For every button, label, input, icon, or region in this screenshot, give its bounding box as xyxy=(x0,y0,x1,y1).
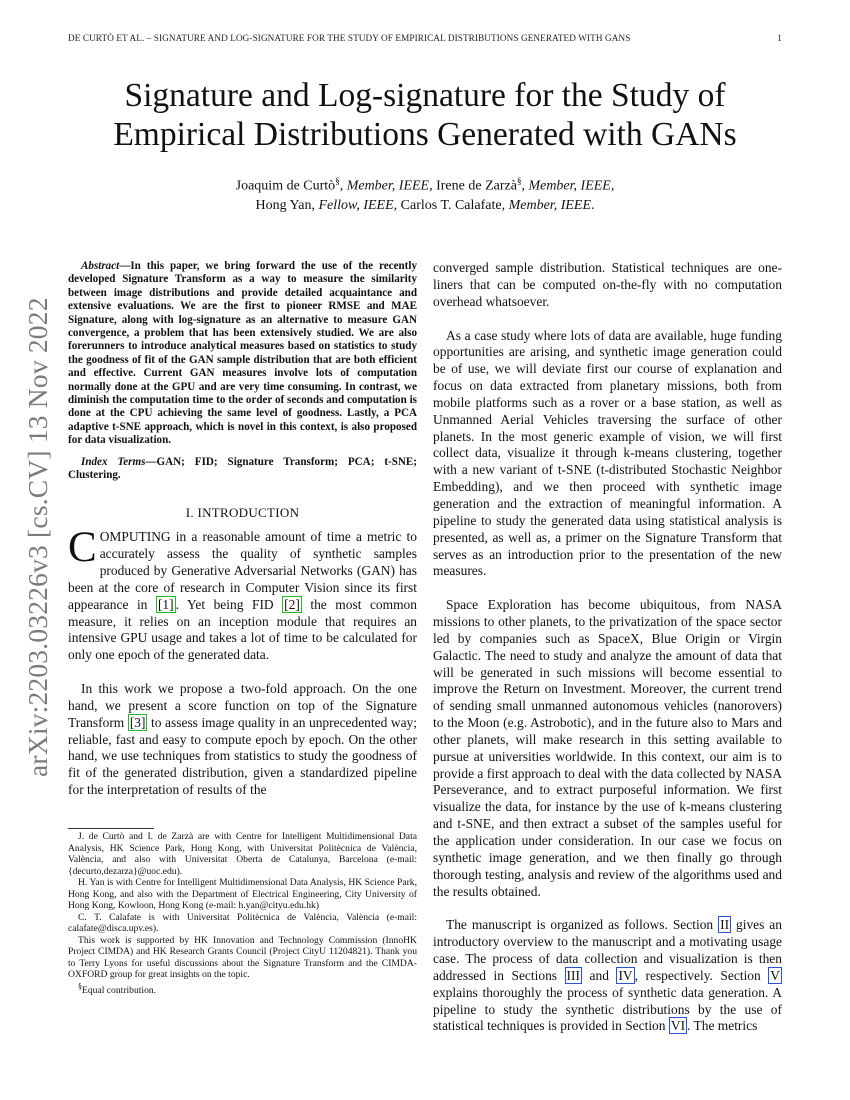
right-p3-text-b: gives an introductory overview to the manuscript and a motivating usage case. The process of data collection and visualization is then addressed in Sections xyxy=(433,917,782,983)
section-link-vi[interactable]: VI xyxy=(670,1018,686,1034)
intro-p1-text-b: . Yet being FID xyxy=(175,596,283,612)
author-list: Joaquim de Curtò§, Member, IEEE, Irene de Zarzà§, Member, IEEE, Hong Yan, Fellow, IEEE, Carlos T. Calafate, Member, IEEE. xyxy=(235,176,615,213)
right-paragraph-3 xyxy=(433,917,782,1035)
abstract xyxy=(68,260,417,448)
running-title: DE CURTÒ ET AL. – SIGNATURE AND LOG-SIGNATURE FOR THE STUDY OF EMPIRICAL DISTRIBUTIONS GENERATED WITH GANS xyxy=(68,33,631,43)
index-terms-dash: — xyxy=(145,455,157,468)
footnote-5 xyxy=(68,981,417,997)
citation-link-2[interactable]: [2] xyxy=(284,596,300,612)
author-1-role: Member, IEEE, xyxy=(346,178,433,194)
footnote-3: C. T. Calafate is with Universitat Politècnica de València, València (e-mail: calafate@disca.upv.es). xyxy=(68,911,417,934)
right-p3-text-e: explains thoroughly the process of synthetic data generation. A pipeline to study the synthetic distributions by the use of statistical techniques is provided in Section xyxy=(433,984,782,1034)
intro-p2-text-b: to assess image quality in an unprecedented way; reliable, fast and easy to compute epoch by epoch. On the other hand, we use techniques from statistics to study the goodness of fit of the generated distribution, given a standardized pipeline for the interpretation of results of the xyxy=(68,714,417,798)
abstract-label: Abstract xyxy=(81,260,120,272)
right-paragraph-0: converged sample distribution. Statistical techniques are one-liners that can be computed on-the-fly with no computation overhead whatsoever. xyxy=(433,260,782,309)
footnote-1: J. de Curtò and I. de Zarzà are with Centre for Intelligent Multidimensional Data Analysis, HK Science Park, Hong Kong, with Universitat Politècnica de València, València, and also with Universitat Oberta de Catalunya, Barcelona (e-mail: {decurto,dezarza}@uoc.edu). xyxy=(68,831,417,877)
section-link-v[interactable]: V xyxy=(770,967,780,983)
right-paragraph-1: As a case study where lots of data are available, huge funding opportunities are arising, and synthetic image generation could be of use, we will deviate first our course of explanation and focus on data extracted from planetary missions, both from mobile platforms such as a rover or a base station, as well as Unmanned Aerial Vehicles traversing the surface of other planets. In the most generic example of vision, we will first collect data, visualize it through k-means clustering, together with a new variant of t-SNE (t-distributed Stochastic Neighbor Embedding), and we then proceed with synthetic image generation and the extraction of meaningful information. A pipeline to study the generated data using statistical analysis is presented, as well as, a primer on the Signature Transform that serves as an introduction prior to the presentation of the new measures. xyxy=(433,327,782,579)
index-terms-text: GAN; FID; Signature Transform; PCA; t-SNE; Clustering. xyxy=(68,455,417,482)
citation-link-1[interactable]: [1] xyxy=(157,596,174,612)
right-p3-text-a: The manuscript is organized as follows. Section xyxy=(446,917,719,933)
author-2-role: Member, IEEE, xyxy=(528,178,615,194)
index-terms xyxy=(68,456,417,483)
title-line-1: Signature and Log-signature for the Study of xyxy=(124,77,726,114)
right-column xyxy=(433,260,782,1035)
author-4-role: Member, IEEE xyxy=(508,197,592,213)
right-paragraph-2: Space Exploration has become ubiquitous, from NASA missions to other planets, to the privatization of the space sector led by companies such as SpaceX, Blue Origin or Virgin Galactic. The need to study and analyze the amount of data that will be generated in such missions will become essential to improve the Return on Investment. Moreover, the current trend of sending small unmanned autonomous vehicles (nanorovers) to the Moon (e.g. Astrobotic), and in the future also to Mars and other planets, will make research in this setting available to pursue at universities worldwide. In this context, our aim is to provide a first approach to deal with the data collected by NASA Perseverance, and to extract purposeful information. We first visualize the data, for instance by the use of k-means clustering and t-SNE, and then extract a subset of the samples useful for the application under consideration. In our case we focus on synthetic image generation, and we then finally go through thorough testing, analysis and review of the algorithms used and the results obtained. xyxy=(433,597,782,899)
section-numeral: I. xyxy=(185,504,198,520)
drop-cap: C xyxy=(68,524,97,572)
intro-paragraph-2 xyxy=(68,681,417,799)
footnote-rule xyxy=(68,828,154,829)
index-terms-label: Index Terms xyxy=(81,455,146,468)
footnote-5-mark: § xyxy=(78,981,82,991)
left-column xyxy=(68,260,417,799)
author-3: Hong Yan, xyxy=(255,197,315,213)
section-link-ii[interactable]: II xyxy=(720,917,730,933)
footnote-2: H. Yan is with Centre for Intelligent Multidimensional Data Analysis, HK Science Park, Hong Kong, and also with the Department of Electrical Engineering, City University of Hong Kong, Kowloon, Hong Kong (e-mail: h.yan@cityu.edu.hk) xyxy=(68,877,417,911)
author-2: Irene de Zarzà xyxy=(436,178,517,194)
author-2-mark: § xyxy=(516,176,522,186)
section-name-rest: NTRODUCTION xyxy=(202,504,300,520)
author-1-mark: § xyxy=(335,176,340,186)
paper-title xyxy=(68,76,782,154)
section-heading-introduction xyxy=(68,505,417,522)
intro-p2-text-a: In this work we propose a two-fold approach. On the one hand, we present a score function on top of the Signature Transform xyxy=(68,681,417,730)
author-list-end: . xyxy=(591,197,595,213)
arxiv-stamp xyxy=(22,287,62,777)
intro-paragraph-1 xyxy=(68,524,417,664)
running-head xyxy=(68,33,782,43)
citation-link-3[interactable]: [3] xyxy=(129,714,146,730)
section-link-iv[interactable]: IV xyxy=(618,967,633,983)
footnotes xyxy=(68,828,417,996)
arxiv-stamp-text: arXiv:2203.03226v3 [cs.CV] 13 Nov 2022 xyxy=(22,297,53,777)
abstract-dash: — xyxy=(119,260,131,272)
right-p3-text-c: and xyxy=(581,967,617,983)
title-line-2: Empirical Distributions Generated with GANs xyxy=(113,116,737,153)
footnote-5-text: Equal contribution. xyxy=(82,984,157,996)
right-p3-text-d: , respectively. Section xyxy=(634,967,769,983)
author-4: Carlos T. Calafate, xyxy=(400,197,506,213)
intro-p1-text-a: OMPUTING in a reasonable amount of time a metric to accurately assess the quality of synthetic samples produced by Generative Adversarial Networks (GAN) has been at the core of research in Computer Vision since its first appearance in xyxy=(68,529,417,612)
intro-p1-text-c: the most common measure, it relies on an inception module that requires an intensive GPU usage and takes a lot of time to be calculated for only one epoch of the generated data. xyxy=(68,596,417,663)
footnote-4: This work is supported by HK Innovation and Technology Commission (InnoHK Project CIMDA) and HK Research Grants Council (Project CityU 11204821). Thank you to Terry Lyons for useful discussions about the Signature Transform and the CIMDA-OXFORD group for great insights on the topic. xyxy=(68,934,417,980)
abstract-text: In this paper, we bring forward the use of the recently developed Signature Transform as a way to measure the similarity between image distributions and provide detailed acquaintance and extensive evaluations. We are the first to pioneer RMSE and MAE Signature, along with log-signature as an alternative to measure GAN convergence, a problem that has been extensively studied. We are also forerunners to introduce analytical measures based on statistics to study the goodness of fit of the GAN sample distribution that are both efficient and effective. Current GAN measures involve lots of computation normally done at the GPU and are very time consuming. In contrast, we diminish the computation time to the order of seconds and computation is done at the CPU achieving the same level of goodness. Lastly, a PCA adaptive t-SNE approach, which is novel in this context, is also proposed for data visualization. xyxy=(68,260,417,447)
author-1: Joaquim de Curtò xyxy=(235,178,336,194)
section-link-iii[interactable]: III xyxy=(566,967,580,983)
page-number: 1 xyxy=(777,33,782,43)
right-p3-text-f: . The metrics xyxy=(687,1018,758,1034)
author-3-role: Fellow, IEEE, xyxy=(318,197,398,213)
section-name-initial: I xyxy=(197,504,203,520)
